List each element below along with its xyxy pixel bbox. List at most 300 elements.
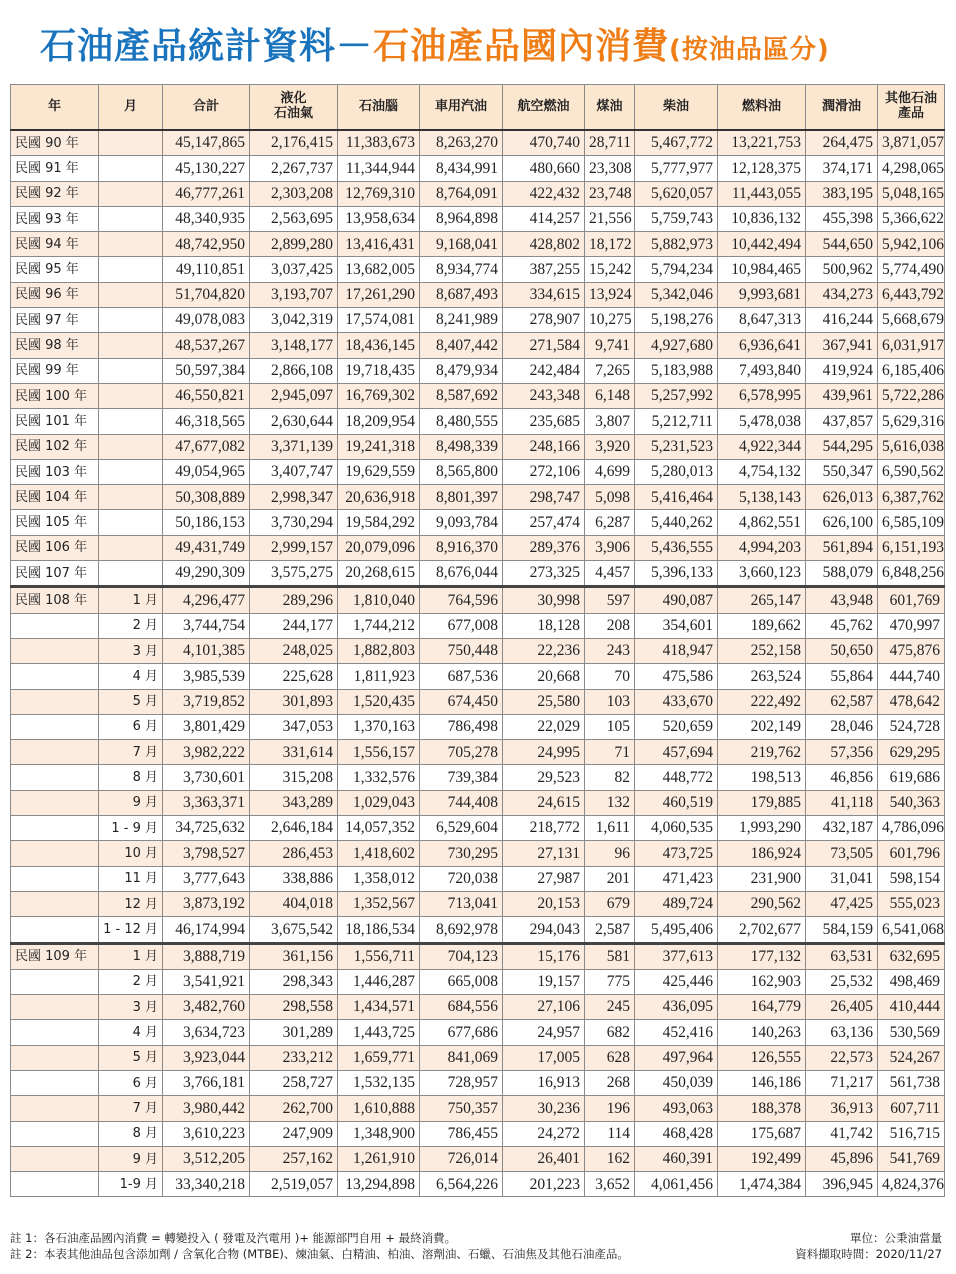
- value-cell: 1,443,725: [338, 1020, 420, 1045]
- value-cell: 436,095: [635, 995, 718, 1020]
- value-cell: 516,715: [878, 1121, 945, 1146]
- value-cell: 629,295: [878, 740, 945, 765]
- value-cell: 247,909: [250, 1121, 338, 1146]
- value-cell: 20,268,615: [338, 561, 420, 587]
- value-cell: 5,366,622: [878, 206, 945, 231]
- value-cell: 3,744,754: [163, 613, 250, 638]
- table-row: [11, 613, 945, 638]
- value-cell: 6,185,406: [878, 358, 945, 383]
- value-cell: 6,590,562: [878, 459, 945, 484]
- value-cell: 70: [585, 664, 635, 689]
- value-cell: 1,532,135: [338, 1070, 420, 1095]
- value-cell: 720,038: [420, 866, 503, 891]
- value-cell: 4,922,344: [718, 434, 806, 459]
- value-cell: 419,924: [806, 358, 878, 383]
- value-cell: 2,563,695: [250, 206, 338, 231]
- value-cell: 3,873,192: [163, 891, 250, 916]
- value-cell: 3,719,852: [163, 689, 250, 714]
- value-cell: 2,176,415: [250, 130, 338, 156]
- value-cell: 3,541,921: [163, 969, 250, 994]
- table-row: [11, 1096, 945, 1121]
- value-cell: 26,405: [806, 995, 878, 1020]
- month-cell: [99, 181, 163, 206]
- value-cell: 490,087: [635, 587, 718, 613]
- value-cell: 416,244: [806, 308, 878, 333]
- column-header: 煤油: [585, 85, 635, 131]
- value-cell: 11,443,055: [718, 181, 806, 206]
- value-cell: 5,416,464: [635, 485, 718, 510]
- value-cell: 3,371,139: [250, 434, 338, 459]
- value-cell: 367,941: [806, 333, 878, 358]
- table-row: [11, 1070, 945, 1095]
- unit-label: 單位：公秉油當量: [850, 1231, 942, 1245]
- value-cell: 3,906: [585, 535, 635, 560]
- value-cell: 730,295: [420, 841, 503, 866]
- value-cell: 2,303,208: [250, 181, 338, 206]
- year-cell: 民國 102 年: [11, 434, 99, 459]
- value-cell: 480,660: [503, 156, 585, 181]
- year-cell: 民國 95 年: [11, 257, 99, 282]
- value-cell: 8,964,898: [420, 206, 503, 231]
- year-109-section: [11, 943, 945, 1197]
- year-cell: [11, 969, 99, 994]
- value-cell: 24,615: [503, 790, 585, 815]
- value-cell: 9,168,041: [420, 232, 503, 257]
- value-cell: 46,777,261: [163, 181, 250, 206]
- value-cell: 20,079,096: [338, 535, 420, 560]
- value-cell: 497,964: [635, 1045, 718, 1070]
- value-cell: 218,772: [503, 816, 585, 841]
- value-cell: 19,718,435: [338, 358, 420, 383]
- year-cell: 民國 98 年: [11, 333, 99, 358]
- value-cell: 18,186,534: [338, 917, 420, 943]
- value-cell: 3,363,371: [163, 790, 250, 815]
- value-cell: 550,347: [806, 459, 878, 484]
- value-cell: 50,186,153: [163, 510, 250, 535]
- table-row: [11, 765, 945, 790]
- value-cell: 1,418,602: [338, 841, 420, 866]
- month-cell: [99, 383, 163, 408]
- value-cell: 17,574,081: [338, 308, 420, 333]
- value-cell: 455,398: [806, 206, 878, 231]
- month-cell: 5 月: [99, 689, 163, 714]
- table-row: [11, 917, 945, 943]
- month-cell: [99, 130, 163, 156]
- value-cell: 3,777,643: [163, 866, 250, 891]
- value-cell: 343,289: [250, 790, 338, 815]
- value-cell: 581: [585, 943, 635, 969]
- value-cell: 544,295: [806, 434, 878, 459]
- value-cell: 43,948: [806, 587, 878, 613]
- value-cell: 298,747: [503, 485, 585, 510]
- value-cell: 278,907: [503, 308, 585, 333]
- year-cell: 民國 99 年: [11, 358, 99, 383]
- value-cell: 1,993,290: [718, 816, 806, 841]
- value-cell: 705,278: [420, 740, 503, 765]
- value-cell: 3,660,123: [718, 561, 806, 587]
- year-cell: [11, 664, 99, 689]
- value-cell: 3,730,601: [163, 765, 250, 790]
- value-cell: 18,128: [503, 613, 585, 638]
- month-cell: 9 月: [99, 790, 163, 815]
- value-cell: 460,519: [635, 790, 718, 815]
- annual-section: [11, 130, 945, 587]
- value-cell: 26,401: [503, 1146, 585, 1171]
- value-cell: 13,221,753: [718, 130, 806, 156]
- value-cell: 45,147,865: [163, 130, 250, 156]
- month-cell: 10 月: [99, 841, 163, 866]
- month-cell: 2 月: [99, 613, 163, 638]
- value-cell: 34,725,632: [163, 816, 250, 841]
- value-cell: 17,005: [503, 1045, 585, 1070]
- value-cell: 45,762: [806, 613, 878, 638]
- month-cell: [99, 282, 163, 307]
- value-cell: 6,541,068: [878, 917, 945, 943]
- value-cell: 301,289: [250, 1020, 338, 1045]
- value-cell: 18,172: [585, 232, 635, 257]
- value-cell: 6,287: [585, 510, 635, 535]
- value-cell: 2,587: [585, 917, 635, 943]
- year-cell: [11, 841, 99, 866]
- table-row: [11, 181, 945, 206]
- value-cell: 786,455: [420, 1121, 503, 1146]
- value-cell: 22,573: [806, 1045, 878, 1070]
- value-cell: 674,450: [420, 689, 503, 714]
- value-cell: 520,659: [635, 714, 718, 739]
- value-cell: 3,871,057: [878, 130, 945, 156]
- value-cell: 20,668: [503, 664, 585, 689]
- year-cell: 民國 94 年: [11, 232, 99, 257]
- value-cell: 471,423: [635, 866, 718, 891]
- value-cell: 15,176: [503, 943, 585, 969]
- value-cell: 5,722,286: [878, 383, 945, 408]
- table-row: [11, 383, 945, 408]
- value-cell: 432,187: [806, 816, 878, 841]
- value-cell: 49,110,851: [163, 257, 250, 282]
- value-cell: 460,391: [635, 1146, 718, 1171]
- value-cell: 264,475: [806, 130, 878, 156]
- value-cell: 541,769: [878, 1146, 945, 1171]
- value-cell: 3,037,425: [250, 257, 338, 282]
- value-cell: 268: [585, 1070, 635, 1095]
- value-cell: 8,764,091: [420, 181, 503, 206]
- value-cell: 45,896: [806, 1146, 878, 1171]
- value-cell: 248,166: [503, 434, 585, 459]
- year-cell: 民國 91 年: [11, 156, 99, 181]
- value-cell: 677,008: [420, 613, 503, 638]
- year-cell: [11, 995, 99, 1020]
- value-cell: 704,123: [420, 943, 503, 969]
- value-cell: 8,801,397: [420, 485, 503, 510]
- value-cell: 5,098: [585, 485, 635, 510]
- value-cell: 470,740: [503, 130, 585, 156]
- value-cell: 8,687,493: [420, 282, 503, 307]
- value-cell: 5,198,276: [635, 308, 718, 333]
- value-cell: 233,212: [250, 1045, 338, 1070]
- value-cell: 5,794,234: [635, 257, 718, 282]
- value-cell: 47,425: [806, 891, 878, 916]
- year-cell: [11, 816, 99, 841]
- value-cell: 50,308,889: [163, 485, 250, 510]
- value-cell: 6,151,193: [878, 535, 945, 560]
- value-cell: 164,779: [718, 995, 806, 1020]
- month-cell: [99, 409, 163, 434]
- month-cell: [99, 434, 163, 459]
- value-cell: 242,484: [503, 358, 585, 383]
- value-cell: 30,998: [503, 587, 585, 613]
- value-cell: 41,118: [806, 790, 878, 815]
- value-cell: 5,616,038: [878, 434, 945, 459]
- month-cell: 12 月: [99, 891, 163, 916]
- value-cell: 1,811,923: [338, 664, 420, 689]
- value-cell: 1,348,900: [338, 1121, 420, 1146]
- month-cell: 8 月: [99, 765, 163, 790]
- value-cell: 439,961: [806, 383, 878, 408]
- value-cell: 46,174,994: [163, 917, 250, 943]
- value-cell: 331,614: [250, 740, 338, 765]
- value-cell: 188,378: [718, 1096, 806, 1121]
- value-cell: 3,148,177: [250, 333, 338, 358]
- table-row: [11, 841, 945, 866]
- value-cell: 3,042,319: [250, 308, 338, 333]
- month-cell: 1 - 9 月: [99, 816, 163, 841]
- month-cell: [99, 459, 163, 484]
- value-cell: 257,474: [503, 510, 585, 535]
- value-cell: 478,642: [878, 689, 945, 714]
- value-cell: 48,537,267: [163, 333, 250, 358]
- value-cell: 361,156: [250, 943, 338, 969]
- value-cell: 5,759,743: [635, 206, 718, 231]
- value-cell: 8,434,991: [420, 156, 503, 181]
- title-main-orange: 石油產品國內消費: [373, 26, 670, 67]
- value-cell: 23,308: [585, 156, 635, 181]
- value-cell: 16,769,302: [338, 383, 420, 408]
- value-cell: 46,318,565: [163, 409, 250, 434]
- year-cell: 民國 90 年: [11, 130, 99, 156]
- value-cell: 5,280,013: [635, 459, 718, 484]
- month-cell: [99, 510, 163, 535]
- value-cell: 374,171: [806, 156, 878, 181]
- value-cell: 12,769,310: [338, 181, 420, 206]
- month-cell: 1 月: [99, 943, 163, 969]
- year-cell: 民國 108 年: [11, 587, 99, 613]
- value-cell: 20,636,918: [338, 485, 420, 510]
- value-cell: 243: [585, 638, 635, 663]
- value-cell: 4,060,535: [635, 816, 718, 841]
- month-cell: 5 月: [99, 1045, 163, 1070]
- value-cell: 15,242: [585, 257, 635, 282]
- value-cell: 5,048,165: [878, 181, 945, 206]
- value-cell: 1,810,040: [338, 587, 420, 613]
- value-cell: 289,376: [503, 535, 585, 560]
- value-cell: 452,416: [635, 1020, 718, 1045]
- column-header: 柴油: [635, 85, 718, 131]
- value-cell: 5,257,992: [635, 383, 718, 408]
- value-cell: 162: [585, 1146, 635, 1171]
- value-cell: 192,499: [718, 1146, 806, 1171]
- value-cell: 9,093,784: [420, 510, 503, 535]
- value-cell: 1,520,435: [338, 689, 420, 714]
- value-cell: 4,754,132: [718, 459, 806, 484]
- value-cell: 3,798,527: [163, 841, 250, 866]
- value-cell: 63,136: [806, 1020, 878, 1045]
- value-cell: 262,700: [250, 1096, 338, 1121]
- value-cell: 2,630,644: [250, 409, 338, 434]
- value-cell: 10,984,465: [718, 257, 806, 282]
- value-cell: 428,802: [503, 232, 585, 257]
- value-cell: 6,529,604: [420, 816, 503, 841]
- value-cell: 6,578,995: [718, 383, 806, 408]
- value-cell: 2,999,157: [250, 535, 338, 560]
- value-cell: 55,864: [806, 664, 878, 689]
- value-cell: 8,565,800: [420, 459, 503, 484]
- year-cell: 民國 107 年: [11, 561, 99, 587]
- value-cell: 354,601: [635, 613, 718, 638]
- value-cell: 584,159: [806, 917, 878, 943]
- year-cell: [11, 1020, 99, 1045]
- month-cell: 9 月: [99, 1146, 163, 1171]
- table-row: [11, 485, 945, 510]
- footnotes: [10, 1230, 670, 1262]
- value-cell: 25,532: [806, 969, 878, 994]
- value-cell: 13,924: [585, 282, 635, 307]
- value-cell: 1,029,043: [338, 790, 420, 815]
- value-cell: 265,147: [718, 587, 806, 613]
- month-cell: 1 月: [99, 587, 163, 613]
- table-row: [11, 891, 945, 916]
- column-header: 航空燃油: [503, 85, 585, 131]
- value-cell: 493,063: [635, 1096, 718, 1121]
- value-cell: 473,725: [635, 841, 718, 866]
- value-cell: 1,556,157: [338, 740, 420, 765]
- value-cell: 219,762: [718, 740, 806, 765]
- value-cell: 5,436,555: [635, 535, 718, 560]
- value-cell: 2,519,057: [250, 1172, 338, 1197]
- value-cell: 3,610,223: [163, 1121, 250, 1146]
- value-cell: 3,482,760: [163, 995, 250, 1020]
- value-cell: 71: [585, 740, 635, 765]
- value-cell: 3,575,275: [250, 561, 338, 587]
- value-cell: 1,261,910: [338, 1146, 420, 1171]
- value-cell: 2,702,677: [718, 917, 806, 943]
- value-cell: 10,275: [585, 308, 635, 333]
- value-cell: 298,558: [250, 995, 338, 1020]
- value-cell: 383,195: [806, 181, 878, 206]
- value-cell: 5,882,973: [635, 232, 718, 257]
- value-cell: 597: [585, 587, 635, 613]
- value-cell: 13,294,898: [338, 1172, 420, 1197]
- value-cell: 244,177: [250, 613, 338, 638]
- value-cell: 258,727: [250, 1070, 338, 1095]
- value-cell: 6,387,762: [878, 485, 945, 510]
- table-row: [11, 587, 945, 613]
- value-cell: 273,325: [503, 561, 585, 587]
- value-cell: 50,597,384: [163, 358, 250, 383]
- value-cell: 1,882,803: [338, 638, 420, 663]
- value-cell: 1,556,711: [338, 943, 420, 969]
- value-cell: 6,585,109: [878, 510, 945, 535]
- value-cell: 47,677,082: [163, 434, 250, 459]
- table-row: [11, 1045, 945, 1070]
- value-cell: 114: [585, 1121, 635, 1146]
- retrieved-date: 資料擷取時間：2020/11/27: [795, 1247, 942, 1261]
- table-row: [11, 308, 945, 333]
- value-cell: 8,587,692: [420, 383, 503, 408]
- value-cell: 294,043: [503, 917, 585, 943]
- value-cell: 132: [585, 790, 635, 815]
- column-header: 液化 石油氣: [250, 85, 338, 131]
- value-cell: 257,162: [250, 1146, 338, 1171]
- value-cell: 23,748: [585, 181, 635, 206]
- month-cell: [99, 561, 163, 587]
- value-cell: 677,686: [420, 1020, 503, 1045]
- month-cell: 3 月: [99, 638, 163, 663]
- month-cell: [99, 308, 163, 333]
- year-cell: [11, 714, 99, 739]
- value-cell: 146,186: [718, 1070, 806, 1095]
- value-cell: 286,453: [250, 841, 338, 866]
- year-cell: 民國 105 年: [11, 510, 99, 535]
- value-cell: 524,267: [878, 1045, 945, 1070]
- value-cell: 448,772: [635, 765, 718, 790]
- value-cell: 4,298,065: [878, 156, 945, 181]
- value-cell: 8,934,774: [420, 257, 503, 282]
- value-cell: 301,893: [250, 689, 338, 714]
- value-cell: 1,659,771: [338, 1045, 420, 1070]
- value-cell: 9,993,681: [718, 282, 806, 307]
- year-cell: [11, 1070, 99, 1095]
- value-cell: 46,856: [806, 765, 878, 790]
- year-cell: 民國 109 年: [11, 943, 99, 969]
- value-cell: 6,148: [585, 383, 635, 408]
- month-cell: 7 月: [99, 1096, 163, 1121]
- value-cell: 63,531: [806, 943, 878, 969]
- value-cell: 444,740: [878, 664, 945, 689]
- value-cell: 728,957: [420, 1070, 503, 1095]
- value-cell: 18,436,145: [338, 333, 420, 358]
- value-cell: 450,039: [635, 1070, 718, 1095]
- value-cell: 175,687: [718, 1121, 806, 1146]
- value-cell: 196: [585, 1096, 635, 1121]
- value-cell: 377,613: [635, 943, 718, 969]
- value-cell: 1,610,888: [338, 1096, 420, 1121]
- year-cell: [11, 1096, 99, 1121]
- value-cell: 13,958,634: [338, 206, 420, 231]
- value-cell: 73,505: [806, 841, 878, 866]
- value-cell: 4,457: [585, 561, 635, 587]
- year-cell: [11, 740, 99, 765]
- value-cell: 470,997: [878, 613, 945, 638]
- value-cell: 235,685: [503, 409, 585, 434]
- value-cell: 8,480,555: [420, 409, 503, 434]
- value-cell: 7,493,840: [718, 358, 806, 383]
- value-cell: 198,513: [718, 765, 806, 790]
- value-cell: 140,263: [718, 1020, 806, 1045]
- value-cell: 3,675,542: [250, 917, 338, 943]
- column-header: 燃料油: [718, 85, 806, 131]
- value-cell: 222,492: [718, 689, 806, 714]
- value-cell: 3,980,442: [163, 1096, 250, 1121]
- value-cell: 422,432: [503, 181, 585, 206]
- value-cell: 231,900: [718, 866, 806, 891]
- year-cell: 民國 103 年: [11, 459, 99, 484]
- value-cell: 11,344,944: [338, 156, 420, 181]
- value-cell: 186,924: [718, 841, 806, 866]
- value-cell: 1,332,576: [338, 765, 420, 790]
- value-cell: 33,340,218: [163, 1172, 250, 1197]
- value-cell: 27,106: [503, 995, 585, 1020]
- table-row: [11, 535, 945, 560]
